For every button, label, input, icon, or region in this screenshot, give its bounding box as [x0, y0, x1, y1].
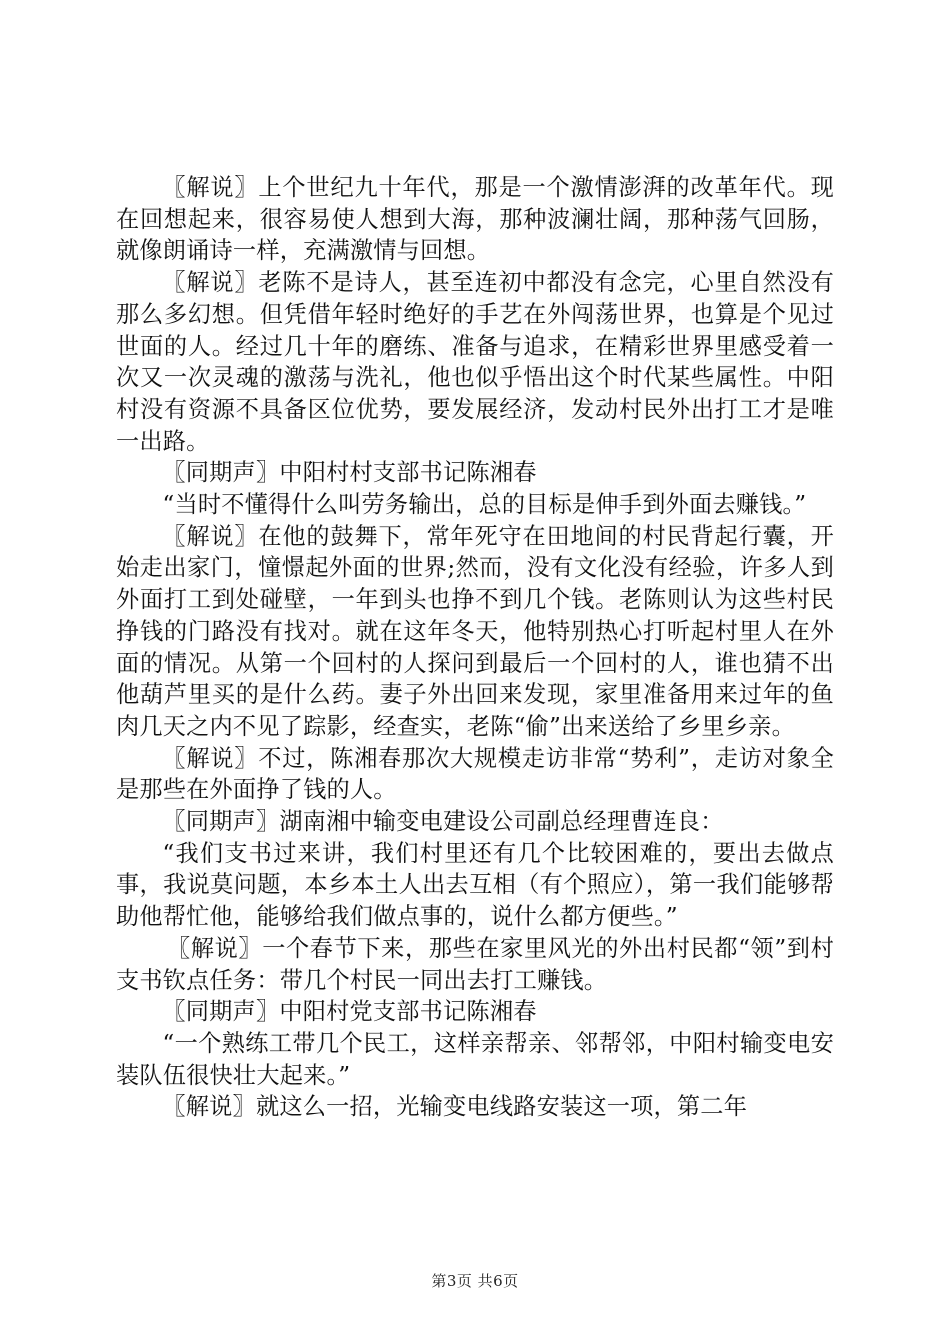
paragraph-narration-3: 〖解说〗在他的鼓舞下，常年死守在田地间的村民背起行囊，开始走出家门，憧憬起外面的世界;然而，没有文化没有经验，许多人到外面打工到处碰壁，一年到头也挣不到几个钱。老陈则认为这些村民挣钱的门路没有找对。就在这年冬天，他特别热心打听起村里人在外面的情况。从第一个回村的人探问到最后一个回村的人，谁也猜不出他葫芦里买的是什么药。妻子外出回来发现，家里准备用来过年的鱼肉几天之内不见了踪影，经查实，老陈“偷”出来送给了乡里乡亲。 [116, 522, 834, 740]
paragraph-sync-sound-3: 〖同期声〗中阳村党支部书记陈湘春 [162, 998, 537, 1026]
paragraph-sync-sound-2: 〖同期声〗湖南湘中输变电建设公司副总经理曹连良： [162, 808, 724, 836]
page-number-footer: 第3页 共6页 [431, 1272, 519, 1290]
paragraph-narration-6: 〖解说〗就这么一招，光输变电线路安装这一项，第二年 [162, 1093, 748, 1121]
paragraph-sync-sound-1: 〖同期声〗中阳村村支部书记陈湘春 [162, 459, 537, 487]
paragraph-narration-5: 〖解说〗一个春节下来，那些在家里风光的外出村民都“领”到村支书钦点任务：带几个村民一同出去打工赚钱。 [116, 934, 834, 994]
paragraph-quote-3: “一个熟练工带几个民工，这样亲帮亲、邻帮邻，中阳村输变电安装队伍很快壮大起来。” [116, 1029, 834, 1089]
paragraph-quote-1: “当时不懂得什么叫劳务输出，总的目标是伸手到外面去赚钱。” [162, 491, 807, 519]
paragraph-narration-4: 〖解说〗不过，陈湘春那次大规模走访非常“势利”，走访对象全是那些在外面挣了钱的人。 [116, 744, 834, 804]
paragraph-narration-2: 〖解说〗老陈不是诗人，甚至连初中都没有念完，心里自然没有那么多幻想。但凭借年轻时绝好的手艺在外闯荡世界，也算是个见过世面的人。经过几十年的磨练、准备与追求，在精彩世界里感受着一次又一次灵魂的激荡与洗礼，他也似乎悟出这个时代某些属性。中阳村没有资源不具备区位优势，要发展经济，发动村民外出打工才是唯一出路。 [116, 269, 834, 455]
document-body [116, 172, 834, 1123]
paragraph-quote-2: “我们支书过来讲，我们村里还有几个比较困难的，要出去做点事，我说莫问题，本乡本土人出去互相（有个照应），第一我们能够帮助他帮忙他，能够给我们做点事的，说什么都方便些。” [116, 839, 834, 931]
paragraph-narration-1: 〖解说〗上个世纪九十年代，那是一个激情澎湃的改革年代。现在回想起来，很容易使人想到大海，那种波澜壮阔，那种荡气回肠，就像朗诵诗一样，充满激情与回想。 [116, 174, 834, 265]
